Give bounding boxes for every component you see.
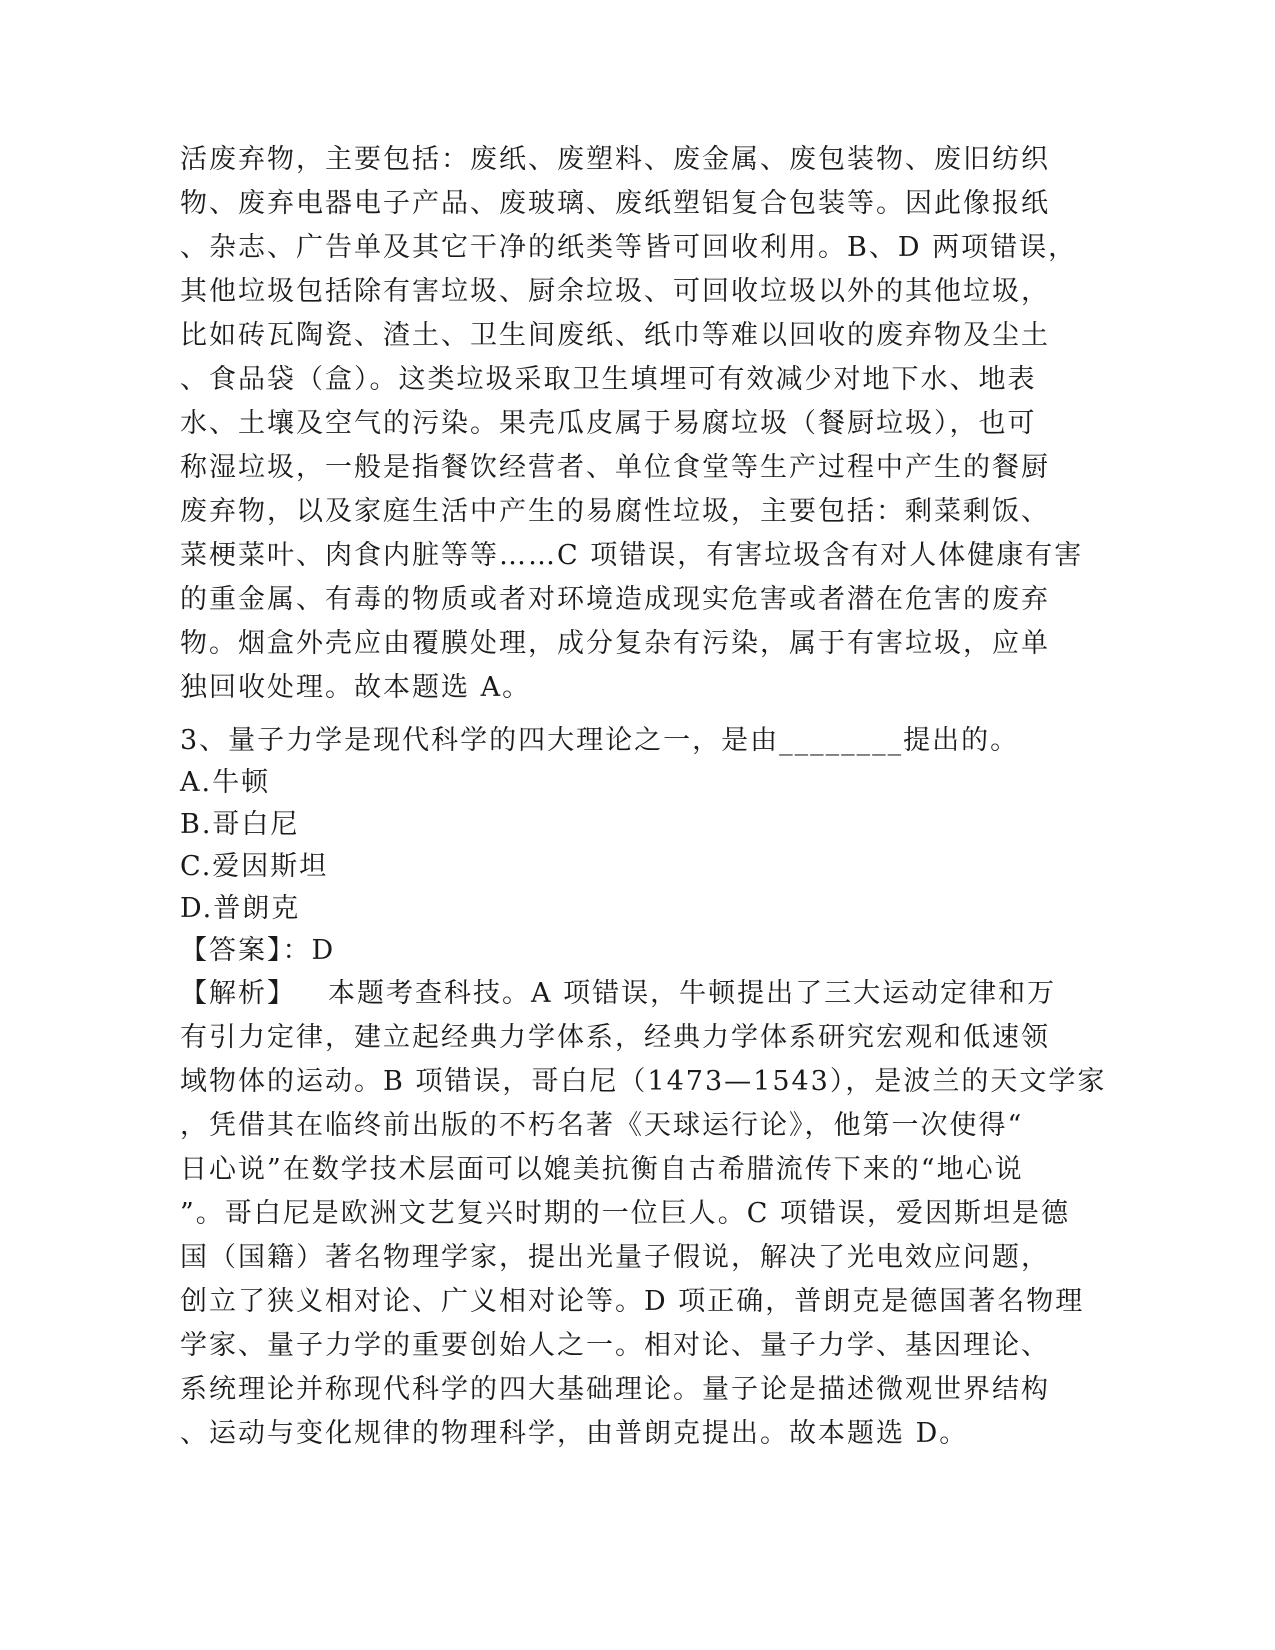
analysis-first-line xyxy=(180,972,1057,1016)
question-stem: 3、量子力学是现代科学的四大理论之一，是由________提出的。 xyxy=(180,725,1020,756)
option-d: D.普朗克 xyxy=(180,893,301,924)
analysis-line: 国（国籍）著名物理学家，提出光量子假说，解决了光电效应问题， xyxy=(180,1242,1050,1273)
question-3 xyxy=(180,720,1107,1456)
analysis-section xyxy=(180,972,1107,1456)
previous-question-explanation xyxy=(180,138,1084,710)
text-line: 水、土壤及空气的污染。果壳瓜皮属于易腐垃圾（餐厨垃圾），也可 xyxy=(180,408,1037,439)
analysis-line: ”。哥白尼是欧洲文艺复兴时期的一位巨人。C 项错误，爱因斯坦是德 xyxy=(180,1198,1071,1229)
text-line: 物、废弃电器电子产品、废玻璃、废纸塑铝复合包装等。因此像报纸 xyxy=(180,188,1050,219)
text-line: 的重金属、有毒的物质或者对环境造成现实危害或者潜在危害的废弃 xyxy=(180,584,1050,615)
answer-value: D xyxy=(311,935,336,966)
option-b: B.哥白尼 xyxy=(180,809,300,840)
answer-line xyxy=(180,930,1050,972)
option-c: C.爱因斯坦 xyxy=(180,851,329,882)
analysis-line: 域物体的运动。B 项错误，哥白尼（1473—1543），是波兰的天文学家 xyxy=(180,1066,1107,1097)
text-line: 、杂志、广告单及其它干净的纸类等皆可回收利用。B、D 两项错误， xyxy=(180,232,1078,263)
analysis-text: 本题考查科技。A 项错误，牛顿提出了三大运动定律和万 xyxy=(328,978,1057,1009)
analysis-line: ，凭借其在临终前出版的不朽名著《天球运行论》，他第一次使得“ xyxy=(180,1110,1024,1141)
text-line: 称湿垃圾，一般是指餐饮经营者、单位食堂等生产过程中产生的餐厨 xyxy=(180,452,1050,483)
document-page xyxy=(180,138,1107,1456)
text-line: 废弃物，以及家庭生活中产生的易腐性垃圾，主要包括：剩菜剩饭、 xyxy=(180,496,1050,527)
analysis-label: 【解析】 xyxy=(180,978,296,1009)
analysis-line: 、运动与变化规律的物理科学，由普朗克提出。故本题选 D。 xyxy=(180,1418,969,1449)
answer-label: 【答案】： xyxy=(180,935,312,966)
text-line: 比如砖瓦陶瓷、渣土、卫生间废纸、纸巾等难以回收的废弃物及尘土 xyxy=(180,320,1050,351)
text-line: 物。烟盒外壳应由覆膜处理，成分复杂有污染，属于有害垃圾，应单 xyxy=(180,628,1050,659)
analysis-line: 学家、量子力学的重要创始人之一。相对论、量子力学、基因理论、 xyxy=(180,1330,1050,1361)
option-a: A.牛顿 xyxy=(180,767,271,798)
analysis-line: 系统理论并称现代科学的四大基础理论。量子论是描述微观世界结构 xyxy=(180,1374,1050,1405)
text-line: 独回收处理。故本题选 A。 xyxy=(180,672,532,703)
text-line: 其他垃圾包括除有害垃圾、厨余垃圾、可回收垃圾以外的其他垃圾， xyxy=(180,276,1050,307)
text-line: 、食品袋（盒）。这类垃圾采取卫生填埋可有效减少对地下水、地表 xyxy=(180,364,1037,395)
text-line: 活废弃物，主要包括：废纸、废塑料、废金属、废包装物、废旧纺织 xyxy=(180,144,1050,175)
analysis-line: 创立了狭义相对论、广义相对论等。D 项正确，普朗克是德国著名物理 xyxy=(180,1286,1085,1317)
text-line: 菜梗菜叶、肉食内脏等等……C 项错误，有害垃圾含有对人体健康有害 xyxy=(180,540,1084,571)
analysis-line: 日心说”在数学技术层面可以媲美抗衡自古希腊流传下来的“地心说 xyxy=(180,1154,1024,1185)
analysis-line: 有引力定律，建立起经典力学体系，经典力学体系研究宏观和低速领 xyxy=(180,1022,1050,1053)
